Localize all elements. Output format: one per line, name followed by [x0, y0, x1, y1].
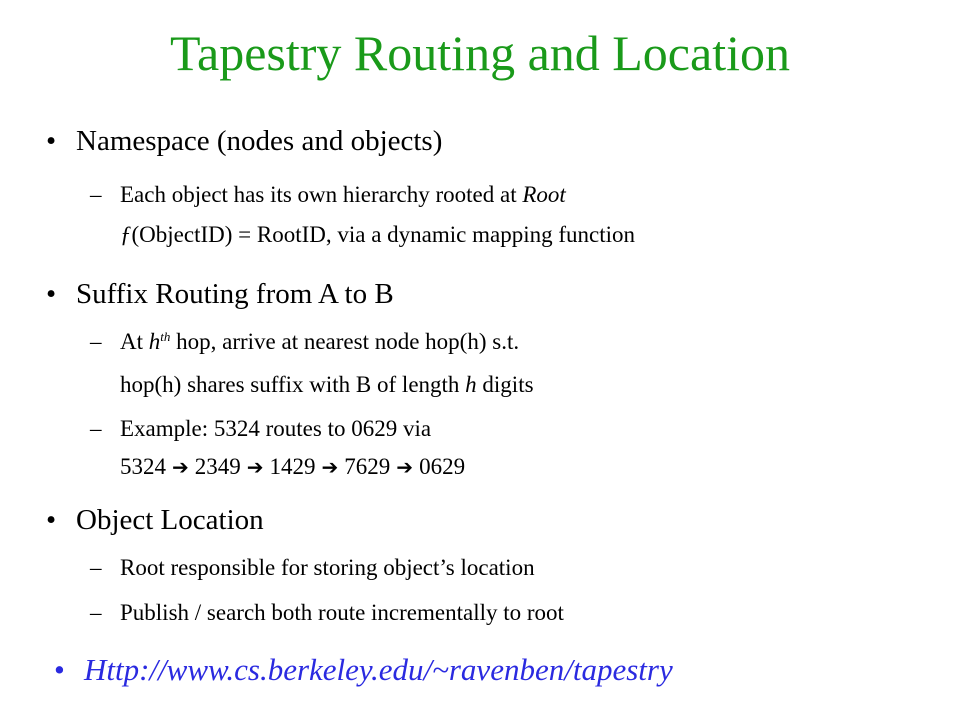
sub-bullet-example — [90, 417, 431, 440]
sub-text: Example: 5324 routes to 0629 via — [120, 416, 432, 441]
function-symbol: ƒ — [120, 222, 132, 247]
sub-bullet-hierarchy — [90, 183, 566, 206]
arrow-right-icon: ➔ — [172, 455, 189, 479]
sub-text: Publish / search both route incrementally to root — [120, 600, 564, 625]
dash-marker: – — [90, 182, 102, 207]
bullet-marker: • — [46, 504, 57, 536]
sub-text: Each object has its own hierarchy rooted at — [120, 182, 523, 207]
dash-marker: – — [90, 416, 102, 441]
hop-variable: h — [148, 329, 161, 354]
sub-bullet-publish-search — [90, 601, 564, 624]
sub-text: At — [120, 329, 149, 354]
sub-text-rest: hop, arrive at nearest node hop(h) s.t. — [170, 329, 520, 354]
bullet-marker: • — [54, 652, 65, 687]
route-node: 1429 — [269, 454, 316, 479]
dash-marker: – — [90, 600, 102, 625]
length-variable: h — [465, 372, 477, 397]
route-node: 5324 — [120, 454, 166, 479]
sub-bullet-hop — [90, 330, 519, 353]
route-node: 0629 — [419, 454, 466, 479]
arrow-right-icon: ➔ — [246, 455, 264, 479]
bullet-text: Suffix Routing from A to B — [76, 278, 394, 310]
bullet-text: Namespace (nodes and objects) — [76, 125, 443, 157]
sub-text-italic: Root — [522, 182, 566, 207]
bullet-suffix-routing — [46, 280, 394, 309]
slide-title: Tapestry Routing and Location — [170, 25, 790, 81]
continuation-text: (ObjectID) = RootID, via a dynamic mapping function — [131, 222, 636, 247]
sub-bullet-root-responsible — [90, 556, 535, 579]
continuation-text: hop(h) shares suffix with B of length — [120, 372, 466, 397]
sub-text: Root responsible for storing object’s location — [120, 555, 535, 580]
bullet-text: Object Location — [76, 504, 264, 536]
dash-marker: – — [90, 555, 102, 580]
dash-marker: – — [90, 329, 102, 354]
bullet-marker: • — [46, 278, 57, 310]
continuation-text-rest: digits — [476, 372, 534, 397]
route-path — [120, 455, 465, 478]
bullet-object-location — [46, 506, 264, 535]
arrow-right-icon: ➔ — [321, 455, 339, 479]
bullet-namespace — [46, 127, 442, 156]
sub-continuation-mapping — [120, 223, 635, 246]
sub-continuation-suffix — [120, 373, 534, 396]
tapestry-link[interactable] — [54, 652, 673, 688]
superscript-th: th — [160, 329, 171, 344]
link-text[interactable]: Http://www.cs.berkeley.edu/~ravenben/tapestry — [84, 652, 673, 687]
arrow-right-icon: ➔ — [396, 455, 414, 479]
bullet-marker: • — [46, 125, 57, 157]
route-node: 7629 — [344, 454, 391, 479]
route-node: 2349 — [194, 454, 241, 479]
